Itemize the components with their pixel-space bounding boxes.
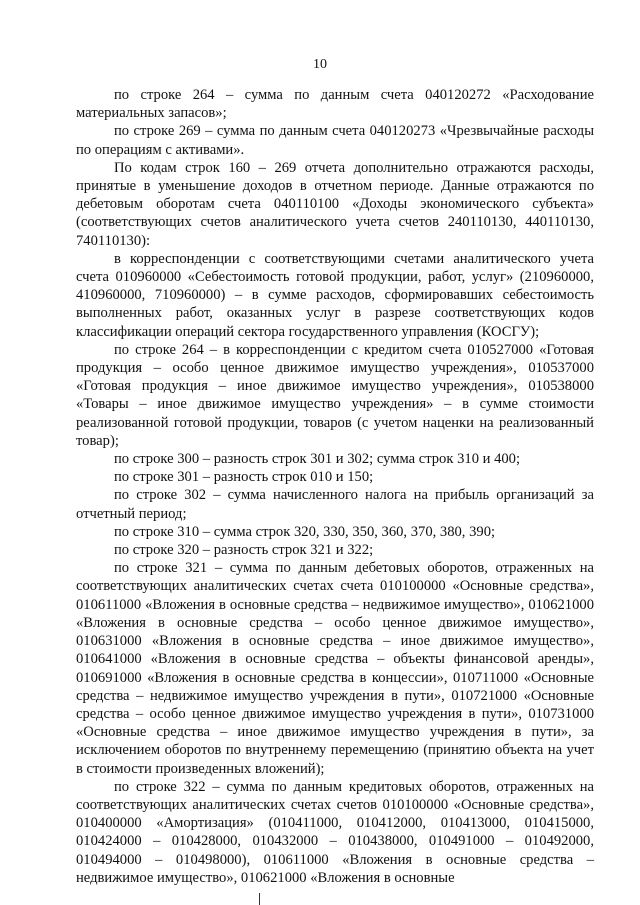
paragraph: по строке 310 – сумма строк 320, 330, 350, 360, 370, 380, 390; [114, 523, 496, 540]
page-number: 10 [313, 57, 327, 72]
document-body [76, 86, 594, 887]
paragraph: по строке 264 – сумма по данным счета 040120272 «Расходование материальных запасов»; [76, 87, 594, 122]
scan-mark [259, 893, 260, 905]
paragraph: по строке 269 – сумма по данным счета 040120273 «Чрезвычайные расходы по операциям с активами». [76, 123, 594, 158]
paragraph: по строке 264 – в корреспонденции с кредитом счета 010527000 «Готовая продукция – особо ценное движимое имущество учреждения», 010537000 «Готовая продукция – иное движимое имущество учреждения», 010538000 «Товары – иное движимое имущество учреждения» – в сумме стоимости реализованной готовой продукции, товаров (с учетом наценки на реализованный товар); [76, 341, 594, 449]
paragraph: по строке 320 – разность строк 321 и 322; [114, 542, 374, 559]
paragraph: по строке 321 – сумма по данным дебетовых оборотов, отраженных на соответствующих аналитических счетах счета 010100000 «Основные средства», 010611000 «Вложения в основные средства – недвижимое имущество», 010621000 «Вложения в основные средства – особо ценное движимое имущество», 010631000 «Вложения в основные средства – иное движимое имущество», 010641000 «Вложения в основные средства – объекты финансовой аренды», 010691000 «Вложения в основные средства в концессии», 010711000 «Основные средства – недвижимое имущество учреждения в пути», 010721000 «Основные средства – особо ценное движимое имущество учреждения в пути», 010731000 «Основные средства – иное движимое имущество учреждения в пути», за исключением оборотов по внутреннему перемещению (принятию объекта на учет в стоимости произведенных вложений); [76, 560, 594, 777]
paragraph: по строке 322 – сумма по данным кредитовых оборотов, отраженных на соответствующих аналитических счетах счетов 010100000 «Основные средства», 010400000 «Амортизация» (010411000, 010412000, 010413000, 010415000, 010424000 – 010428000, 010432000 – 010438000, 010491000 – 010492000, 010494000 – 010498000), 010611000 «Вложения в основные средства – недвижимое имущество», 010621000 «Вложения в основные [76, 778, 594, 886]
paragraph: по строке 302 – сумма начисленного налога на прибыль организаций за отчетный период; [76, 487, 594, 522]
paragraph: По кодам строк 160 – 269 отчета дополнительно отражаются расходы, принятые в уменьшение доходов в отчетном периоде. Данные отражаются по дебетовым оборотам счета 040110100 «Доходы экономического субъекта» (соответствующих счетов аналитического учета счетов 240110130, 440110130, 740110130): [76, 159, 594, 249]
paragraph: по строке 301 – разность строк 010 и 150; [114, 469, 374, 486]
paragraph: в корреспонденции с соответствующими счетами аналитического учета счета 010960000 «Себестоимость готовой продукции, работ, услуг» (210960000, 410960000, 710960000) – в сумме расходов, сформировавших себестоимость выполненных работ, оказанных услуг в разрезе соответствующих кодов классификации операций сектора государственного управления (КОСГУ); [76, 250, 594, 340]
paragraph: по строке 300 – разность строк 301 и 302; сумма строк 310 и 400; [114, 451, 521, 468]
